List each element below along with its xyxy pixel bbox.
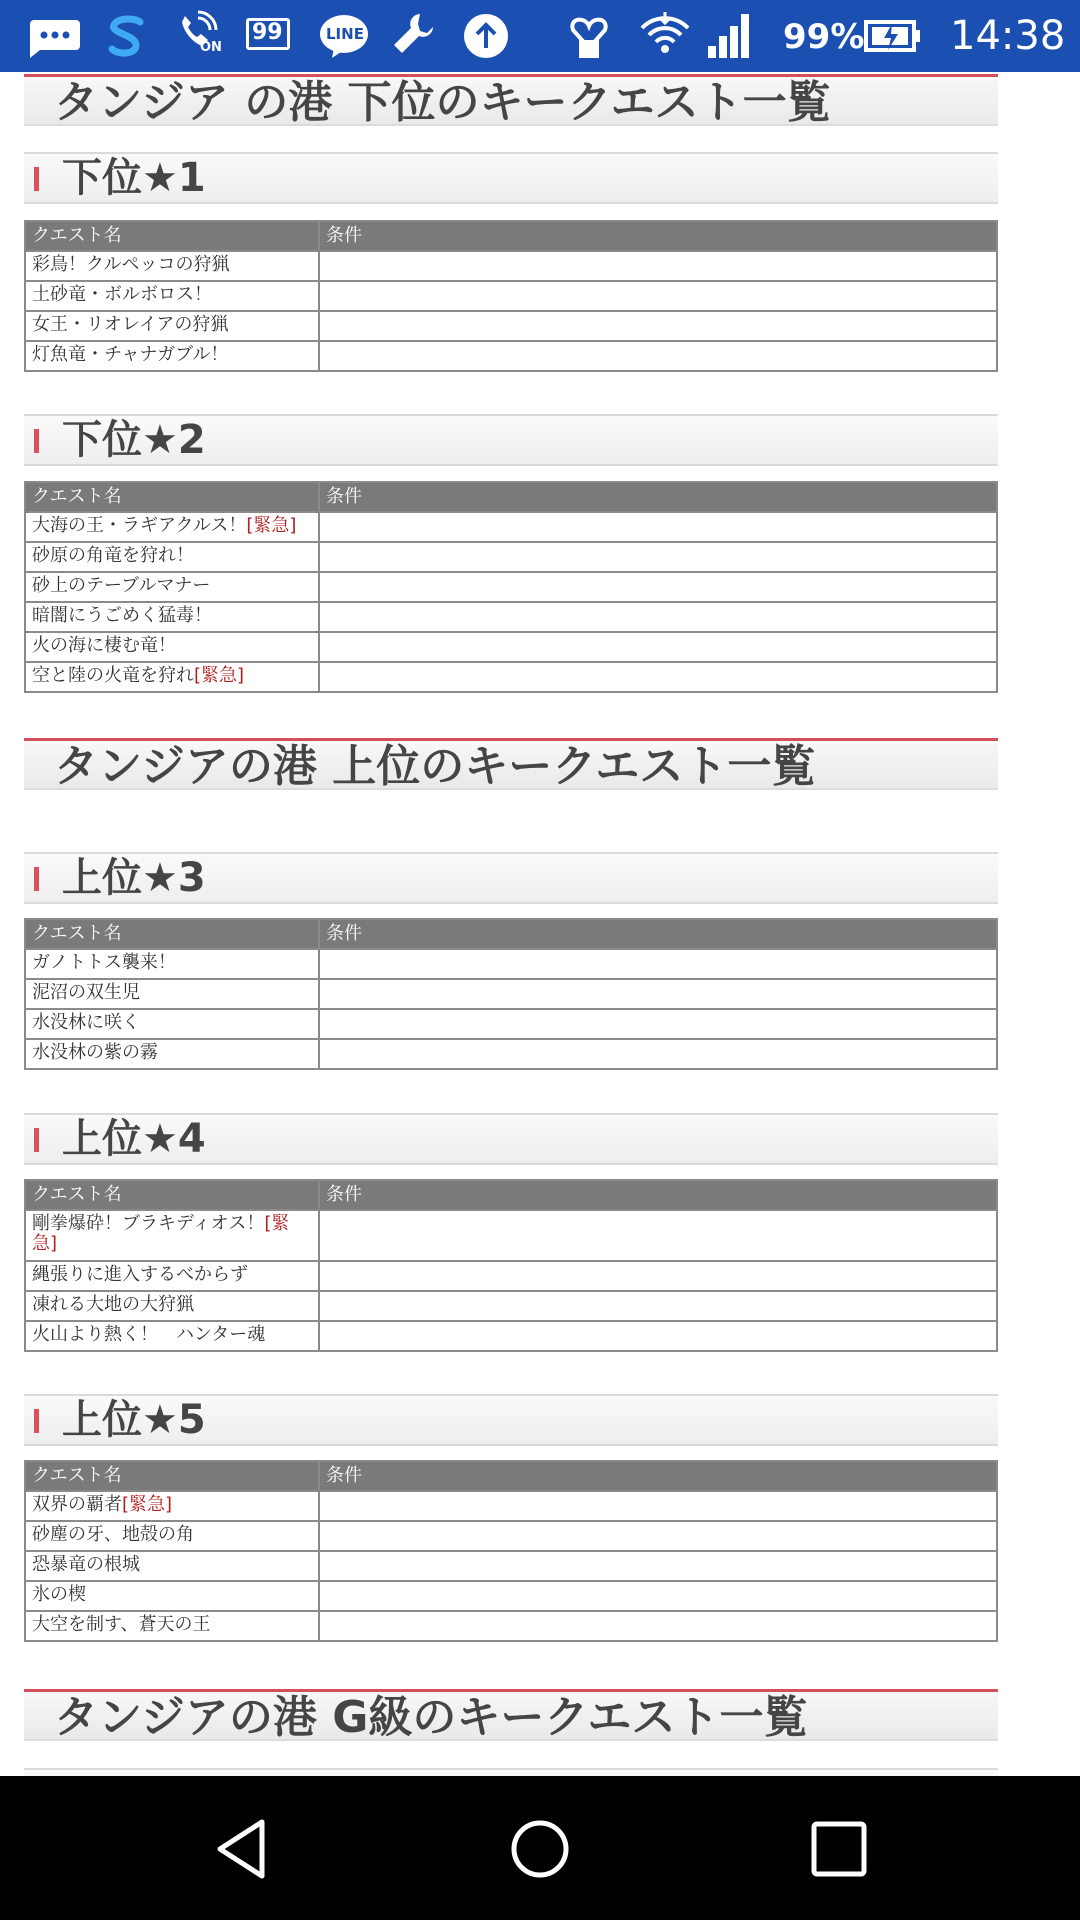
group-title-partial [24,1768,998,1776]
section-title-lower: タンジア の港 下位のキークエスト一覧 [24,74,998,126]
group-title-text: 下位★1 [62,155,206,201]
quest-name: 恐暴竜の根城 [25,1551,319,1581]
quest-condition [319,251,997,281]
line-label: LINE [326,25,364,43]
urgent-tag: [緊急] [32,1213,290,1254]
quest-name: 砂塵の牙、地殻の角 [25,1521,319,1551]
status-bar [0,0,1080,72]
call-on-label: ON [200,40,222,55]
col-header-name: クエスト名 [25,482,319,512]
quest-condition [319,1039,997,1069]
quest-name: 火山より熱く！ ハンター魂 [25,1321,319,1351]
table-row [25,281,997,311]
heading-marker [34,167,39,191]
quest-table-lower-2 [24,481,998,693]
quest-name [25,1210,319,1261]
group-title-text: 上位★3 [62,855,206,901]
col-header-condition: 条件 [319,1461,997,1491]
table-row [25,1551,997,1581]
call-on-icon [174,10,224,62]
s-app-icon [100,10,152,62]
quest-name: 凍れる大地の大狩猟 [25,1291,319,1321]
recents-icon[interactable] [808,1818,870,1880]
table-row [25,1291,997,1321]
quest-table-lower-1 [24,220,998,372]
group-title-upper-5 [24,1394,998,1446]
quest-name: 暗闇にうごめく猛毒！ [25,602,319,632]
back-icon[interactable] [210,1816,276,1882]
col-header-name: クエスト名 [25,919,319,949]
quest-condition [319,1291,997,1321]
table-row [25,1210,997,1261]
battery-percent: 99% [783,17,865,57]
quest-table-upper-5 [24,1460,998,1642]
col-header-name: クエスト名 [25,1180,319,1210]
group-title-text: 上位★4 [62,1116,206,1162]
col-header-name: クエスト名 [25,221,319,251]
urgent-tag: [緊急] [194,665,245,686]
table-row [25,341,997,371]
table-row [25,1261,997,1291]
box99-icon [244,10,296,62]
quest-name: 泥沼の双生児 [25,979,319,1009]
quest-condition [319,1321,997,1351]
quest-condition [319,572,997,602]
group-title-lower-1 [24,152,998,204]
quest-condition [319,1551,997,1581]
table-row [25,602,997,632]
quest-condition [319,949,997,979]
quest-name: ガノトトス襲来！ [25,949,319,979]
quest-name: 氷の楔 [25,1581,319,1611]
quest-condition [319,1009,997,1039]
box99-label: 99 [252,20,283,45]
col-header-condition: 条件 [319,919,997,949]
table-row [25,949,997,979]
group-title-text: 上位★5 [62,1397,206,1443]
quest-name [25,1491,319,1521]
quest-name-text: 双界の覇者 [32,1494,122,1515]
group-title-text: 下位★2 [62,417,206,463]
table-row [25,1581,997,1611]
home-icon[interactable] [507,1816,573,1882]
clock: 14:38 [950,13,1066,59]
table-row [25,1611,997,1641]
col-header-condition: 条件 [319,482,997,512]
heart-icon [565,10,613,62]
table-row [25,1039,997,1069]
heading-marker [34,1409,39,1433]
quest-name-text: 空と陸の火竜を狩れ [32,665,194,686]
quest-condition [319,311,997,341]
table-header-row [25,482,997,512]
quest-condition [319,662,997,692]
table-row [25,1491,997,1521]
quest-name: 灯魚竜・チャナガブル！ [25,341,319,371]
quest-name: 砂原の角竜を狩れ！ [25,542,319,572]
quest-name: 砂上のテーブルマナー [25,572,319,602]
message-icon [26,10,82,62]
col-header-condition: 条件 [319,221,997,251]
table-row [25,572,997,602]
quest-condition [319,979,997,1009]
heading-marker [34,1128,39,1152]
upload-icon [462,10,510,62]
battery-icon [864,10,924,62]
quest-name [25,512,319,542]
table-row [25,542,997,572]
navigation-bar [0,1776,1080,1920]
heading-marker [34,867,39,891]
quest-name: 大空を制す、蒼天の王 [25,1611,319,1641]
quest-condition [319,1491,997,1521]
table-row [25,512,997,542]
quest-condition [319,1261,997,1291]
table-row [25,1009,997,1039]
signal-icon [706,10,754,62]
quest-name: 彩鳥！クルペッコの狩猟 [25,251,319,281]
table-header-row [25,221,997,251]
quest-condition [319,512,997,542]
quest-condition [319,1210,997,1261]
quest-condition [319,632,997,662]
quest-name: 縄張りに進入するべからず [25,1261,319,1291]
line-icon [316,10,372,62]
wifi-icon [638,10,692,62]
quest-condition [319,341,997,371]
quest-name-text: 大海の王・ラギアクルス！ [32,515,247,536]
table-row [25,251,997,281]
quest-name: 土砂竜・ボルボロス！ [25,281,319,311]
urgent-tag: [緊急] [246,515,297,536]
group-title-upper-3 [24,852,998,904]
table-header-row [25,1461,997,1491]
quest-condition [319,281,997,311]
table-row [25,979,997,1009]
col-header-condition: 条件 [319,1180,997,1210]
table-row [25,632,997,662]
urgent-tag: [緊急] [122,1494,173,1515]
quest-name: 火の海に棲む竜！ [25,632,319,662]
quest-name: 水没林の紫の霧 [25,1039,319,1069]
table-row [25,1521,997,1551]
quest-condition [319,1581,997,1611]
quest-name [25,662,319,692]
quest-name-text: 剛拳爆砕！ブラキディオス！ [32,1213,265,1234]
group-title-upper-4 [24,1113,998,1165]
quest-condition [319,1521,997,1551]
table-header-row [25,919,997,949]
quest-condition [319,542,997,572]
quest-name: 水没林に咲く [25,1009,319,1039]
group-title-lower-2 [24,414,998,466]
wrench-icon [388,10,438,62]
heading-marker [34,429,39,453]
page-content[interactable] [0,72,1080,1776]
table-row [25,311,997,341]
quest-condition [319,602,997,632]
table-header-row [25,1180,997,1210]
col-header-name: クエスト名 [25,1461,319,1491]
quest-table-upper-4 [24,1179,998,1352]
section-title-upper: タンジアの港 上位のキークエスト一覧 [24,738,998,790]
table-row [25,662,997,692]
table-row [25,1321,997,1351]
quest-table-upper-3 [24,918,998,1070]
quest-condition [319,1611,997,1641]
section-title-g-rank: タンジアの港 G級のキークエスト一覧 [24,1689,998,1741]
quest-name: 女王・リオレイアの狩猟 [25,311,319,341]
